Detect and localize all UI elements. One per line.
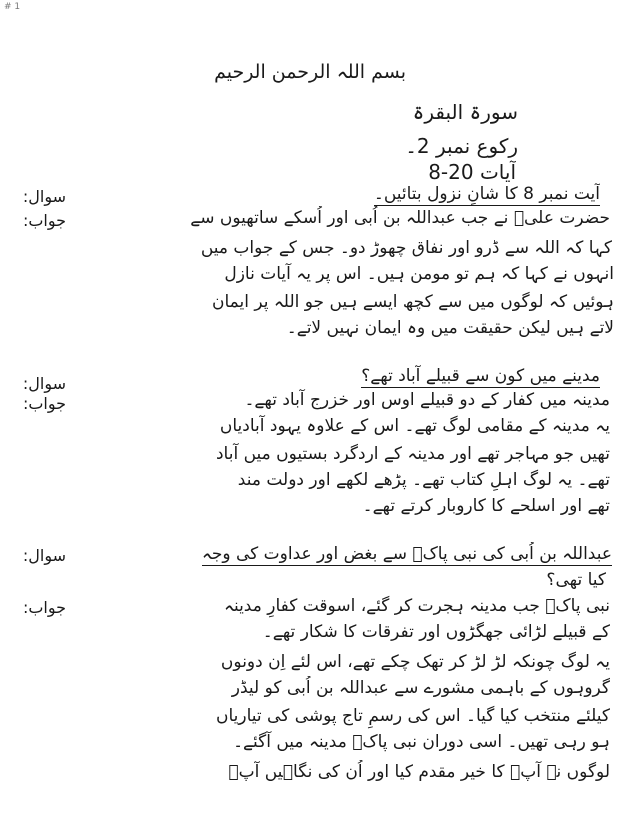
bismillah: بسم اللہ الرحمن الرحیم [214, 61, 406, 83]
ruku-number: رکوع نمبر 2۔ [405, 134, 518, 158]
answer-3-line-1: نبی پاکؐ جب مدینہ ہجرت کر گئے، اسوقت کفارِ مدینہ [223, 596, 610, 616]
answer-1-line-5: لاتے ہیں لیکن حقیقت میں وہ ایمان نہیں لاتے۔ [286, 318, 614, 338]
answer-3-line-6: ہو رہی تھیں۔ اسی دوران نبی پاکؐ مدینہ میں آگئے۔ [233, 732, 610, 752]
question-3-line-1: عبداللہ بن اُبی کی نبی پاکؐ سے بغض اور عداوت کی وجہ [201, 544, 612, 564]
question-1-line: آیت نمبر 8 کا شانِ نزول بتائیں۔ [373, 184, 600, 204]
answer-2-line-5: تھے اور اسلحے کا کاروبار کرتے تھے۔ [362, 496, 610, 516]
question-label: سوال: [22, 546, 66, 565]
ayat-range: آیات 20-8 [428, 160, 516, 184]
answer-3-line-2: کے قبیلے لڑائی جھگڑوں اور تفرقات کا شکار تھے۔ [262, 622, 610, 642]
answer-3-line-4: گروہوں کے باہمی مشورے سے عبداللہ بن اُبی کو لیڈر [231, 678, 610, 698]
answer-3-line-3: یہ لوگ چونکہ لڑ لڑ کر تھک چکے تھے، اس لئے اِن دونوں [220, 652, 610, 672]
question-label: سوال: [22, 187, 66, 206]
answer-2-line-2: یہ مدینہ کے مقامی لوگ تھے۔ اس کے علاوہ یہود آبادیاں [219, 416, 610, 436]
answer-2-line-1: مدینہ میں کفار کے دو قبیلے اوس اور خزرج آباد تھے۔ [244, 390, 610, 410]
answer-2-line-3: تھیں جو مہاجر تھے اور مدینہ کے اردگرد بستیوں میں آباد [215, 444, 610, 464]
question-2-line: مدینے میں کون سے قبیلے آباد تھے؟ [361, 366, 600, 386]
answer-1-line-3: انہوں نے کہا کہ ہم تو مومن ہیں۔ اس پر یہ آیات نازل [224, 264, 614, 284]
answer-3-line-5: کیلئے منتخب کیا گیا۔ اس کی رسمِ تاج پوشی کی تیاریاں [215, 706, 610, 726]
answer-1-line-2: کہا کہ اللہ سے ڈرو اور نفاق چھوڑ دو۔ جس کے جواب میں [200, 238, 612, 258]
answer-1-line-4: ہوئیں کہ لوگوں میں سے کچھ ایسے ہیں جو اللہ پر ایمان [211, 292, 614, 312]
surah-title: سورۃ البقرۃ [412, 100, 518, 124]
answer-1-line-1: حضرت علیؓ نے جب عبداللہ بن اُبی اور اُسکے ساتھیوں سے [190, 208, 610, 228]
question-label: سوال: [22, 374, 66, 393]
answer-3-line-7: لوگوں نے آپؐ کا خیر مقدم کیا اور اُن کی نگاہیں آپؐ [228, 762, 610, 782]
page-number: # 1 [4, 2, 21, 12]
answer-label: جواب: [22, 598, 66, 617]
answer-label: جواب: [22, 211, 66, 230]
answer-label: جواب: [22, 394, 66, 413]
answer-2-line-4: تھے۔ یہ لوگ اہلِ کتاب تھے۔ پڑھے لکھے اور دولت مند [237, 470, 610, 490]
question-3-line-2: کیا تھی؟ [546, 570, 606, 590]
